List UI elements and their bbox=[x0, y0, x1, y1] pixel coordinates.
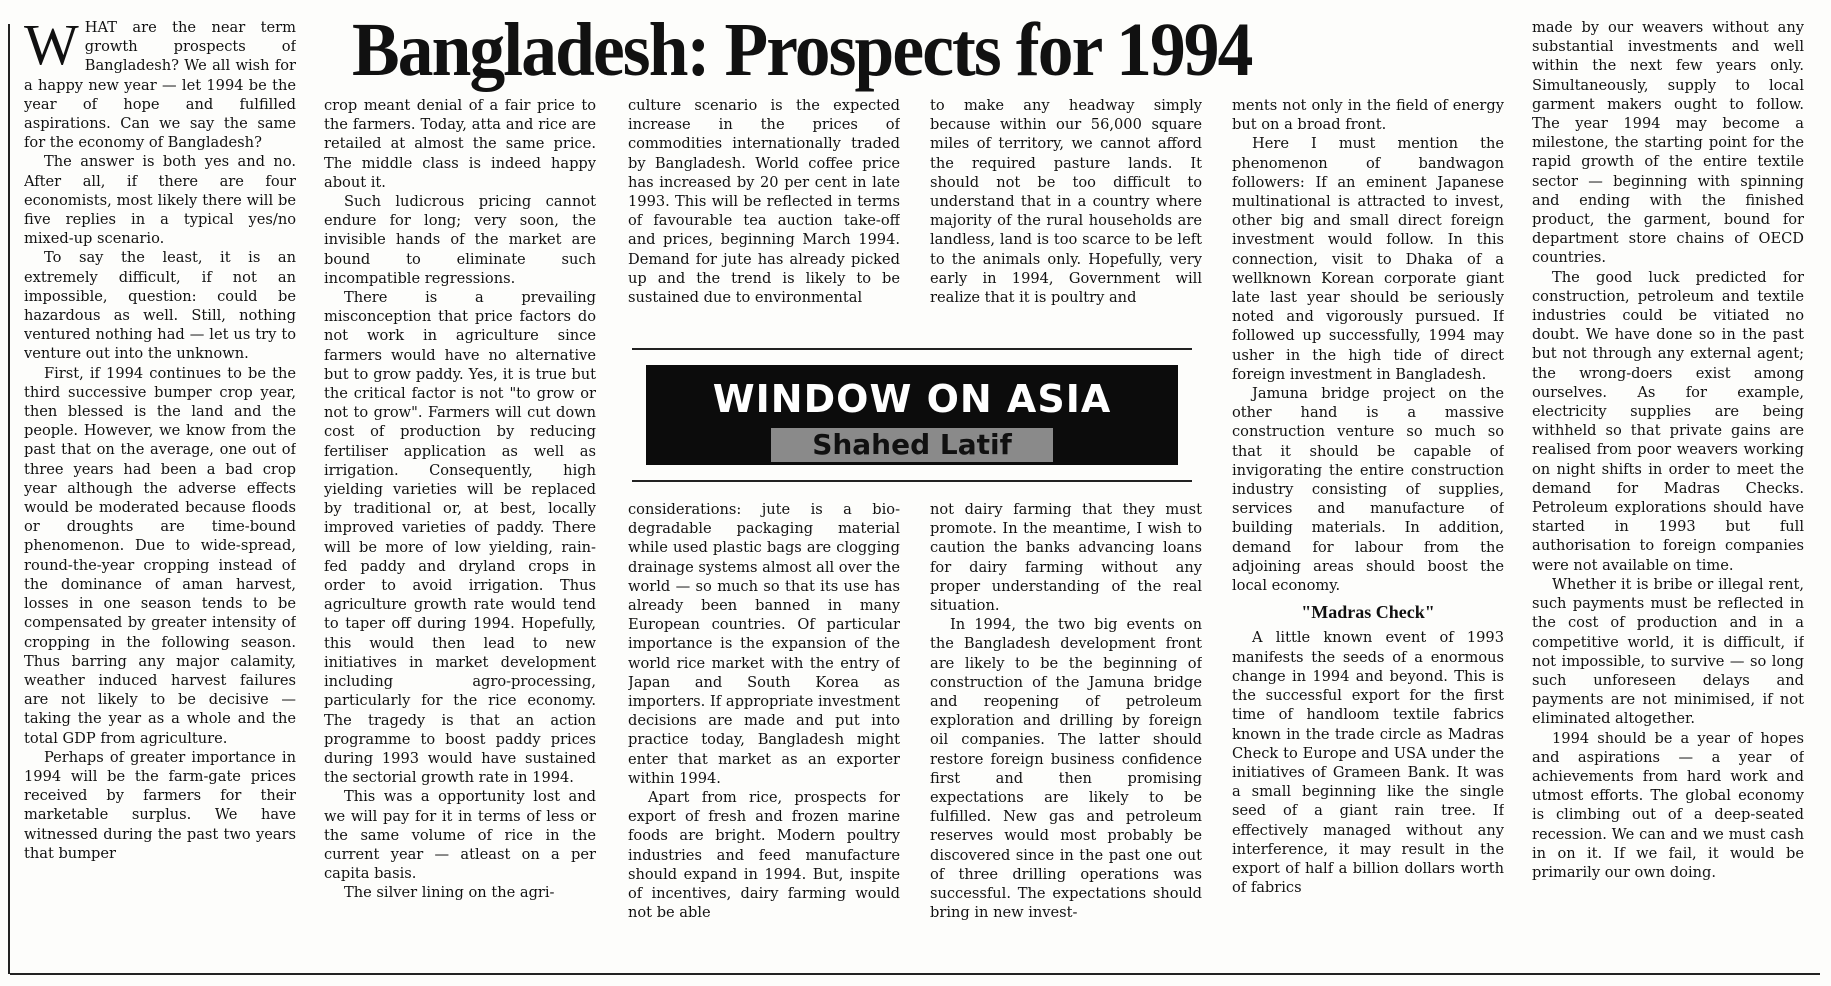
column-6 bbox=[1532, 18, 1804, 970]
col4-paragraph: to make any headway simply because within our 56,000 square miles of territory, we cannot afford the required pasture lands. It should not be too difficult to understand that in a country where majority of the rural households are landless, land is too scarce to be left to the animals only. Hopefully, very early in 1994, Government will realize that it is poultry and bbox=[930, 97, 1202, 307]
col5-paragraph: A little known event of 1993 manifests the seeds of a enormous change in 1994 and beyond. This is the successful export for the first time of handloom textile fabrics known in the trade circle as Madras Check to Europe and USA under the initiatives of Grameen Bank. It was a small beginning like the single seed of a giant rain tree. If effectively managed without any interference, it may result in the export of half a billion dollars worth of fabrics bbox=[1232, 629, 1504, 897]
col2-paragraph: There is a prevailing misconception that price factors do not work in agriculture since farmers would have no alternative but to grow paddy. Yes, it is true but the critical factor is not "to grow or not to grow". Farmers will cut down cost of production by reducing fertiliser application as well as irrigation. Consequently, high yielding varieties will be replaced by traditional or, at best, locally improved varieties of paddy. There will be more of low yielding, rain-fed paddy and dryland crops in order to avoid irrigation. Thus agriculture growth rate would tend to taper off during 1994. Hopefully, this would then lead to new initiatives in market development including agro-processing, particularly for the rice economy. The tragedy is that an action programme to boost paddy prices during 1993 would have sustained the sectorial growth rate in 1994. bbox=[324, 289, 596, 787]
col3-paragraph: culture scenario is the expected increase in the prices of commodities internationally traded by Bangladesh. World coffee price has increased by 20 per cent in late 1993. This will be reflected in terms of favourable tea auction take-off and prices, beginning March 1994. Demand for jute has already picked up and the trend is likely to be sustained due to environmental bbox=[628, 97, 900, 307]
col1-paragraph: To say the least, it is an extremely difficult, if not an impossible, question: could be hazardous as well. Still, nothing ventured nothing had — let us try to venture out into the unknown. bbox=[24, 249, 296, 363]
col3-paragraph: considerations: jute is a bio-degradable packaging material while used plastic bags are clogging drainage systems almost all over the world — so much so that its use has already been banned in many European countries. Of particular importance is the expansion of the world rice market with the entry of Japan and South Korea as importers. If appropriate investment decisions are made and put into practice today, Bangladesh might enter that market as an exporter within 1994. bbox=[628, 501, 900, 787]
col5-paragraph: ments not only in the field of energy but on a broad front. bbox=[1232, 97, 1504, 134]
column-banner-frame bbox=[632, 348, 1192, 482]
col4-paragraph: not dairy farming that they must promote. In the meantime, I wish to caution the banks advancing loans for dairy farming without any proper understanding of the real situation. bbox=[930, 501, 1202, 615]
col1-paragraph: First, if 1994 continues to be the third successive bumper crop year, then blessed is the land and the people. However, we know from the past that on the average, one out of three years had been a bad crop year although the adverse effects would be moderated because floods or droughts are time-bound phenomenon. Due to wide-spread, round-the-year cropping instead of the dominance of aman harvest, losses in one season tends to be compensated by greater intensity of cropping in the following season. Thus barring any major calamity, weather induced harvest failures are not likely to be decisive — taking the year as a whole and the total GDP from agriculture. bbox=[24, 364, 296, 747]
col1-paragraph: The answer is both yes and no. After all, if there are four economists, most likely there will be five replies in a typical yes/no mixed-up scenario. bbox=[24, 153, 296, 248]
banner-author: Shahed Latif bbox=[771, 428, 1053, 462]
col6-paragraph: The good luck predicted for construction, petroleum and textile industries could be vitiated no doubt. We have done so in the past but not through any external agent; the wrong-doers exist among ourselves. As for example, electricity supplies are being withheld so that private gains are realised from poor weavers working on night shifts in order to meet the demand for Madras Checks. Petroleum explorations should have started in 1993 but full authorisation to foreign companies were not available on time. bbox=[1532, 268, 1804, 574]
col5-paragraph: Here I must mention the phenomenon of bandwagon followers: If an eminent Japanese multinational is attracted to invest, other big and small direct foreign investment would follow. In this connection, visit to Dhaka of a wellknown Korean corporate giant late last year should be seriously noted and vigorously pursued. If followed up successfully, 1994 may usher in the high tide of direct foreign investment in Bangladesh. bbox=[1232, 135, 1504, 383]
window-on-asia-banner bbox=[646, 365, 1178, 465]
col6-paragraph: 1994 should be a year of hopes and aspirations — a year of achievements from hard work and utmost efforts. The global economy is climbing out of a deep-seated recession. We can and we must cash in on it. If we fail, it would be primarily our own doing. bbox=[1532, 729, 1804, 881]
col6-paragraph: Whether it is bribe or illegal rent, such payments must be reflected in the cost of production and in a competitive world, it is difficult, if not impossible, to survive — so long such unforeseen delays and payments are not minimised, if not eliminated altogether. bbox=[1532, 575, 1804, 728]
col2-paragraph: crop meant denial of a fair price to the farmers. Today, atta and rice are retailed at almost the same price. The middle class is indeed happy about it. bbox=[324, 97, 596, 191]
column-4-bottom bbox=[930, 500, 1202, 970]
col6-paragraph: made by our weavers without any substantial investments and well within the next few years only. Simultaneously, supply to local garment makers ought to follow. The year 1994 may become a milestone, the starting point for the rapid growth of the entire textile sector — beginning with spinning and ending with the finished product, the garment, bound for department store chains of OECD countries. bbox=[1532, 19, 1804, 267]
col2-paragraph: Such ludicrous pricing cannot endure for long; very soon, the invisible hands of the market are bound to eliminate such incompatible regressions. bbox=[324, 193, 596, 287]
bottom-border-rule bbox=[10, 973, 1820, 975]
banner-title: WINDOW ON ASIA bbox=[712, 377, 1112, 421]
col2-paragraph: The silver lining on the agri- bbox=[344, 884, 555, 902]
column-2 bbox=[324, 96, 596, 970]
column-5 bbox=[1232, 96, 1504, 970]
column-4-top bbox=[930, 96, 1202, 334]
col4-paragraph: In 1994, the two big events on the Bangladesh development front are likely to be the beginning of construction of the Jamuna bridge and reopening of petroleum exploration and drilling by foreign oil companies. The latter should restore foreign business confidence first and then promising expectations are likely to be fulfilled. New gas and petroleum reserves would most probably be discovered since in the past one out of three drilling operations was successful. The expectations should bring in new invest- bbox=[930, 616, 1202, 922]
madras-check-subhead: "Madras Check" bbox=[1301, 602, 1435, 623]
left-border-rule bbox=[8, 24, 10, 974]
headline: Bangladesh: Prospects for 1994 bbox=[352, 8, 1252, 92]
col5-paragraph: Jamuna bridge project on the other hand is a massive construction venture so much so that it should be capable of invigorating the entire construction industry consisting of supplies, services and manufacture of building materials. In addition, demand for labour from the adjoining areas should boost the local economy. bbox=[1232, 385, 1504, 595]
col1-paragraph: Perhaps of greater importance in 1994 will be the farm-gate prices received by farmers for their marketable surplus. We have witnessed during the past two years that bumper bbox=[24, 748, 296, 862]
column-1 bbox=[24, 18, 296, 970]
column-3-bottom bbox=[628, 500, 900, 970]
col3-paragraph: Apart from rice, prospects for export of fresh and frozen marine foods are bright. Modern poultry industries and feed manufacture should expand in 1994. But, inspite of incentives, dairy farming would not be able bbox=[628, 789, 900, 922]
col2-paragraph: This was a opportunity lost and we will pay for it in terms of less or the same volume of rice in the current year — atleast on a per capita basis. bbox=[324, 788, 596, 883]
col1-paragraph: WHAT are the near term growth prospects of Bangladesh? We all wish for a happy new year — let 1994 be the year of hope and fulfilled aspirations. Can we say the same for the economy of Bangladesh? bbox=[24, 18, 296, 152]
column-3-top bbox=[628, 96, 900, 334]
